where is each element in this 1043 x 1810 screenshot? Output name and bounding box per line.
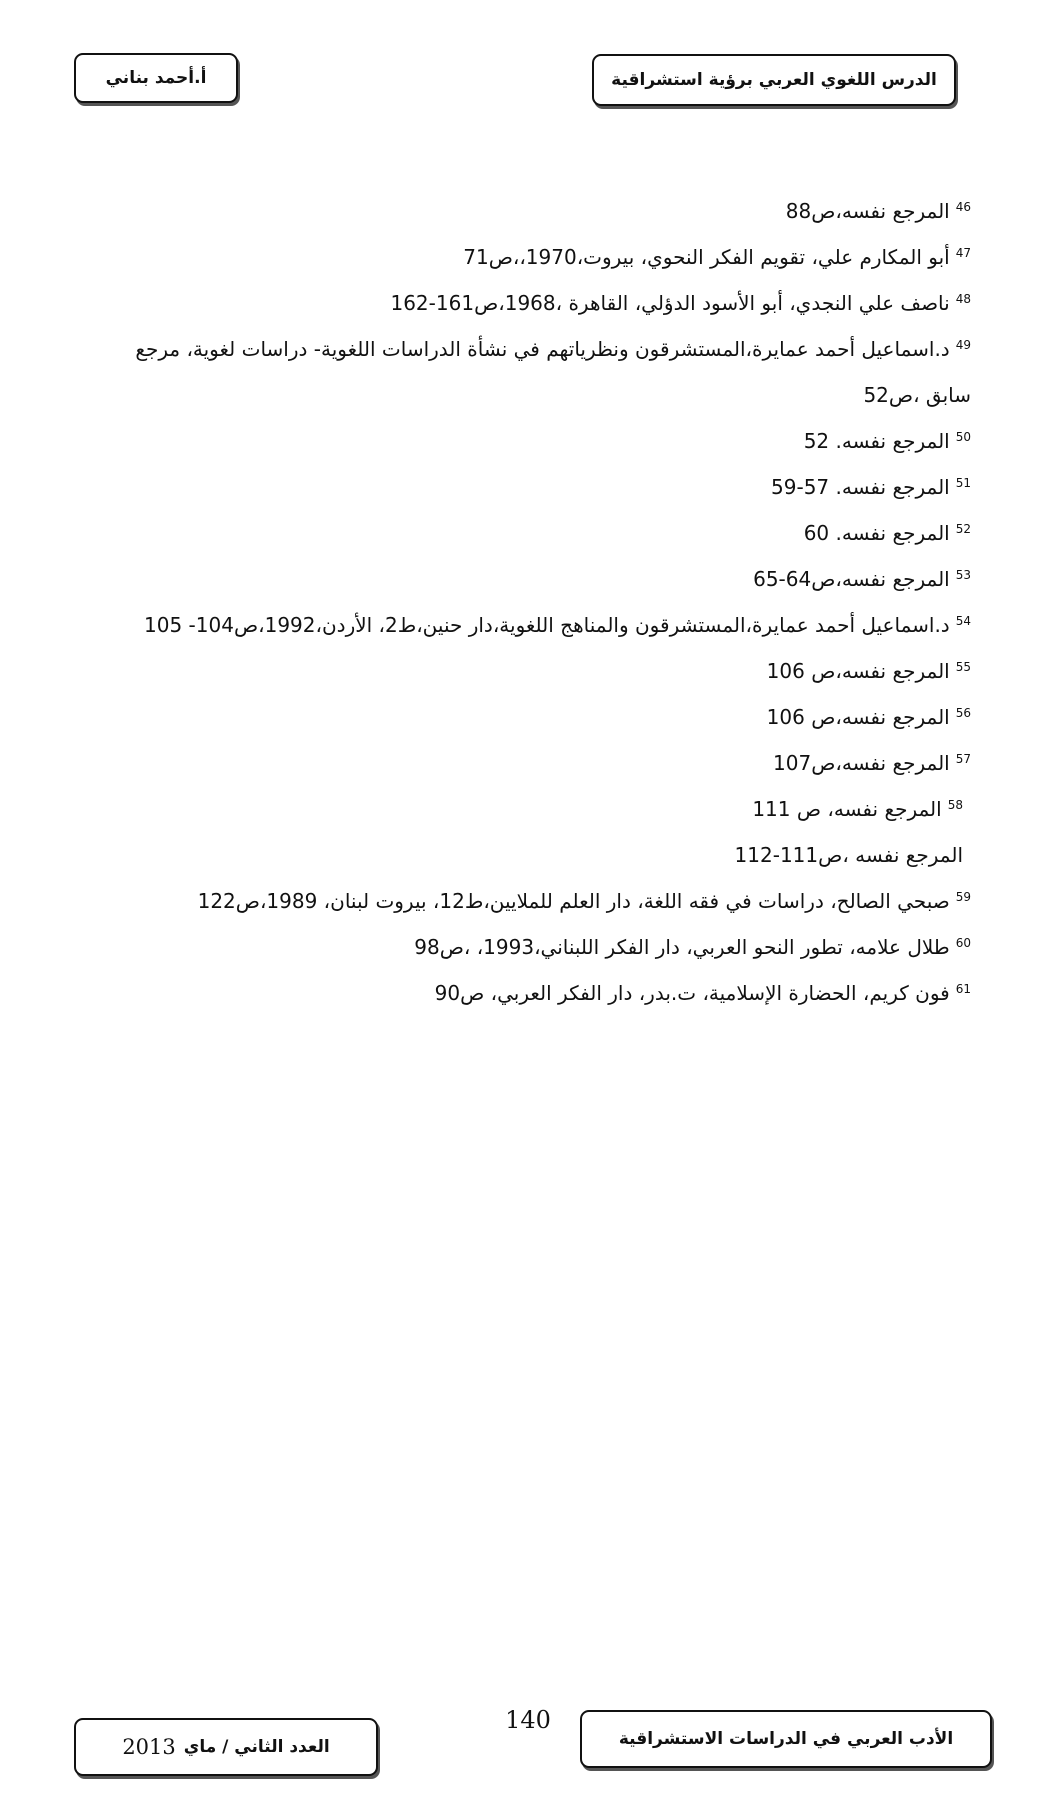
footnote-text: المرجع نفسه. 60 [803,521,950,545]
footnote-number: 56 [955,706,971,720]
footer-journal: الأدب العربي في الدراسات الاستشراقية [618,1729,954,1749]
footnote-number: 59 [955,890,971,904]
footnote-number: 57 [955,752,971,766]
footnote-item [91,464,971,510]
footnote-number: 61 [955,982,971,996]
footnote-number: 58 [947,798,963,812]
header-author: أ.أحمد بناني [105,68,207,88]
footnote-text: المرجع نفسه. 52 [803,429,950,453]
footnote-text: المرجع نفسه،ص88 [785,199,950,223]
footnote-number: 51 [955,476,971,490]
header-author-box [74,53,238,103]
footnote-text: د.اسماعيل أحمد عمايرة،المستشرقون ونظرياتهم في نشأة الدراسات اللغوية- دراسات لغوية، مرجع سابق ،ص52 [135,337,971,407]
footnote-text: المرجع نفسه. 57-59 [771,475,950,499]
footnote-item [91,556,971,602]
header-title: الدرس اللغوي العربي برؤية استشراقية [611,70,937,90]
page-number: 140 [505,1706,551,1734]
footnote-text: صبحي الصالح، دراسات في فقه اللغة، دار العلم للملايين،ط12، بيروت لبنان، 1989،ص122 [197,889,950,913]
footnote-item [91,694,971,740]
footnote-item [91,878,971,924]
footnote-item [91,832,963,878]
footnote-number: 46 [955,200,971,214]
footnote-item [91,648,971,694]
footer-issue-box [74,1718,378,1776]
footnote-item [91,418,971,464]
footnote-item [91,786,963,832]
footnote-text: المرجع نفسه ،ص111-112 [734,843,963,867]
footnote-number: 50 [955,430,971,444]
footnote-text: أبو المكارم علي، تقويم الفكر النحوي، بيروت،1970،،ص71 [463,245,950,269]
footnote-text: المرجع نفسه،ص 106 [766,705,950,729]
footer-issue: العدد الثاني / ماي [183,1737,330,1757]
footnote-number: 47 [955,246,971,260]
footnote-text: المرجع نفسه،ص 106 [766,659,950,683]
footnote-number: 48 [955,292,971,306]
footer-year: 2013 [122,1735,176,1759]
footnote-number: 53 [955,568,971,582]
footnote-item [91,188,971,234]
header-title-box [592,54,956,106]
footnote-text: ناصف علي النجدي، أبو الأسود الدؤلي، القاهرة ،1968،ص161-162 [390,291,950,315]
footnote-item [91,970,971,1016]
footnote-text: طلال علامه، تطور النحو العربي، دار الفكر اللبناني،1993، ،ص98 [414,935,950,959]
footnote-text: د.اسماعيل أحمد عمايرة،المستشرقون والمناهج اللغوية،دار حنين،ط2، الأردن،1992،ص104- 105 [144,613,950,637]
footnote-number: 55 [955,660,971,674]
footnote-text: المرجع نفسه،ص107 [773,751,950,775]
footnote-text: فون كريم، الحضارة الإسلامية، ت.بدر، دار الفكر العربي، ص90 [434,981,950,1005]
footnote-number: 49 [955,338,971,352]
footnote-item [91,234,971,280]
footnote-text: المرجع نفسه، ص 111 [752,797,942,821]
footnote-item [91,510,971,556]
footnote-item [91,740,971,786]
footnote-number: 60 [955,936,971,950]
footnote-number: 54 [955,614,971,628]
footer-journal-box [580,1710,992,1768]
footnotes-list [91,188,971,1016]
footnote-item [91,924,971,970]
footnote-item [91,326,971,418]
footnote-item [91,602,971,648]
footnote-item [91,280,971,326]
footnote-text: المرجع نفسه،ص64-65 [753,567,950,591]
footnote-number: 52 [955,522,971,536]
